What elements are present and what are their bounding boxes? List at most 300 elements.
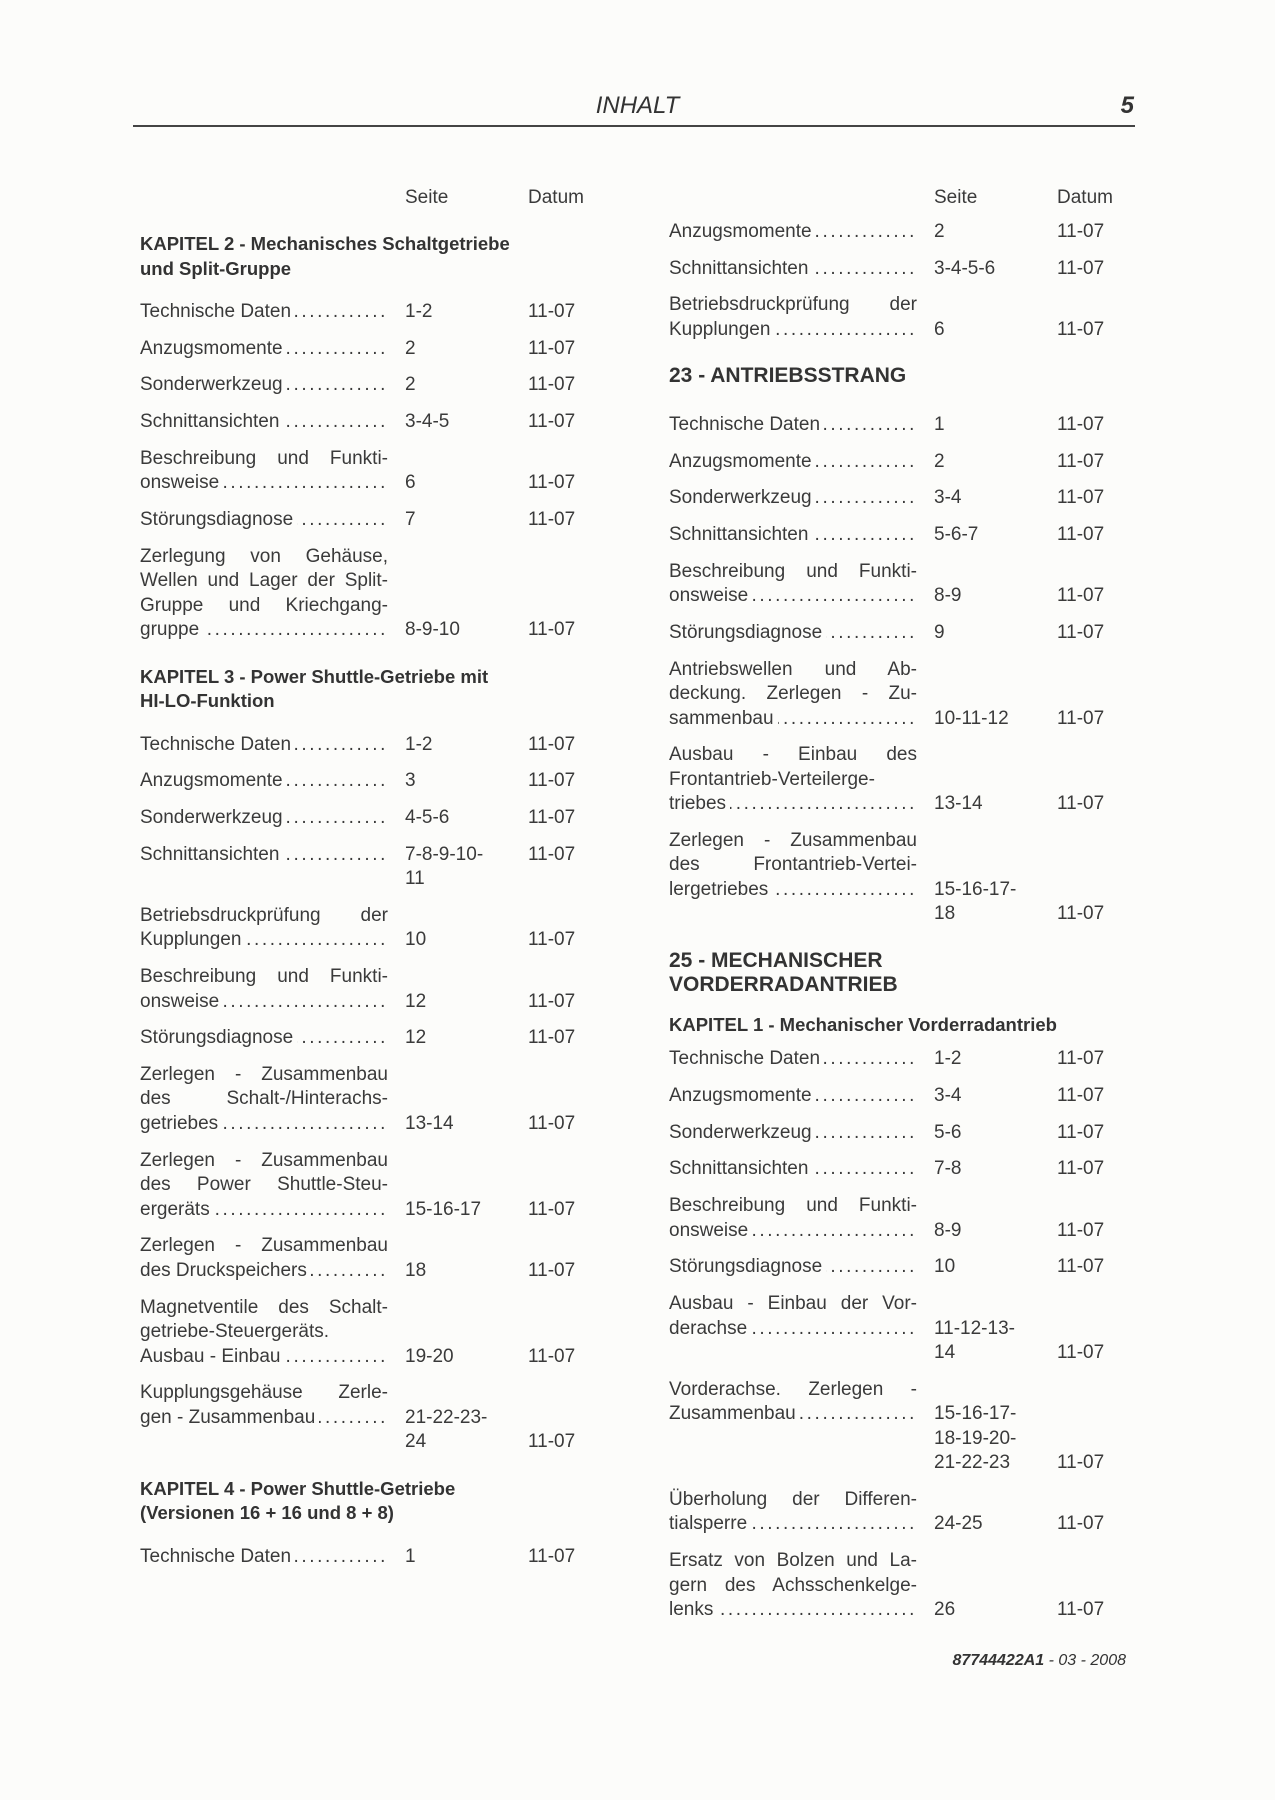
entry-date xyxy=(528,410,620,435)
entry-title-text: Ausbau - Einbau des xyxy=(669,744,917,766)
entry-page-numbers xyxy=(934,658,1040,732)
page-number-line: 3-4-5-6 xyxy=(934,257,996,279)
dot-leader xyxy=(800,1402,917,1427)
entry-title-line xyxy=(669,1317,917,1342)
entry-date-text: 11-07 xyxy=(528,1027,576,1049)
entry-page-numbers xyxy=(934,220,1040,245)
chapter-heading xyxy=(140,665,620,714)
entry-date-text: 11-07 xyxy=(1057,1256,1105,1278)
page-number-line: 2 xyxy=(405,374,416,396)
entry-page-numbers xyxy=(405,337,511,362)
entry-title-line xyxy=(140,471,388,496)
toc-entry[interactable] xyxy=(140,1234,620,1283)
entry-date xyxy=(1057,523,1149,548)
entry-title xyxy=(140,545,388,643)
entry-title-line xyxy=(140,928,388,953)
page-number-line: 11-12-13- xyxy=(934,1317,1015,1339)
toc-entry[interactable] xyxy=(669,1378,1149,1476)
entry-date-text: 11-07 xyxy=(1057,257,1105,279)
entry-date xyxy=(1057,1549,1149,1623)
entry-page-numbers xyxy=(405,410,511,435)
entry-title-line xyxy=(140,1198,388,1223)
entry-date-text: 11-07 xyxy=(528,1431,576,1453)
page-number-line: 24-25 xyxy=(934,1513,983,1535)
toc-entry[interactable] xyxy=(140,843,620,892)
dot-leader xyxy=(816,220,917,245)
entry-page-numbers xyxy=(934,1194,1040,1243)
entry-title-text: Sonderwerkzeug xyxy=(669,487,812,509)
toc-entry[interactable] xyxy=(140,410,620,435)
entry-title-line xyxy=(669,318,917,343)
dot-leader xyxy=(826,621,917,646)
entry-date xyxy=(528,1296,620,1370)
page-number-line: 15-16-17- xyxy=(934,878,1017,900)
heading-line: HI-LO-Funktion xyxy=(140,690,275,712)
entry-title-line xyxy=(669,1194,917,1219)
toc-entry[interactable] xyxy=(140,373,620,398)
entry-title-text: Technische Daten xyxy=(140,733,292,755)
entry-page-numbers xyxy=(405,1296,511,1370)
entry-title-text: Kupplungen xyxy=(669,318,771,340)
page-number-line: 21-22-23 xyxy=(934,1452,1011,1474)
toc-entry[interactable] xyxy=(669,658,1149,732)
entry-page-numbers xyxy=(405,373,511,398)
toc-entry[interactable] xyxy=(140,904,620,953)
entry-title-text: onsweise xyxy=(669,1219,749,1241)
entry-title xyxy=(669,1121,917,1146)
entry-title-line xyxy=(669,486,917,511)
entry-title-text: gern des Achsschenkelge- xyxy=(669,1574,917,1596)
page-number-line: 15-16-17 xyxy=(405,1198,482,1220)
entry-title-text: Frontantrieb-Verteilerge- xyxy=(669,768,875,790)
entry-page-numbers xyxy=(934,257,1040,282)
dot-leader xyxy=(824,413,917,438)
entry-page-numbers xyxy=(934,523,1040,548)
entry-title-line xyxy=(140,594,388,619)
entry-title-text: onsweise xyxy=(669,585,749,607)
entry-title-text: des Druckspeichers xyxy=(140,1259,307,1281)
entry-title-line xyxy=(140,806,388,831)
entry-title-line xyxy=(140,843,388,868)
entry-page-numbers xyxy=(934,1047,1040,1072)
entry-title-text: Zerlegen - Zusammenbau xyxy=(140,1149,388,1171)
entry-page-numbers xyxy=(405,1063,511,1137)
entry-title-line xyxy=(669,1121,917,1146)
entry-title-text: Beschreibung und Funkti- xyxy=(669,1195,917,1217)
toc-entry[interactable] xyxy=(669,829,1149,927)
toc-entry[interactable] xyxy=(669,621,1149,646)
entry-date xyxy=(1057,829,1149,927)
entry-date-text: 11-07 xyxy=(1057,1219,1105,1241)
entry-title-line xyxy=(140,508,388,533)
toc-entry[interactable] xyxy=(140,508,620,533)
page-number-line: 3-4-5 xyxy=(405,411,450,433)
entry-title-text: derachse xyxy=(669,1317,748,1339)
entry-title xyxy=(140,1149,388,1223)
entry-title-line xyxy=(669,621,917,646)
entry-title-line xyxy=(669,1598,917,1623)
page-number-line: 8-9 xyxy=(934,585,962,607)
toc-entry[interactable] xyxy=(669,220,1149,245)
entry-date xyxy=(1057,1084,1149,1109)
entry-title xyxy=(140,904,388,953)
entry-date-text: 11-07 xyxy=(1057,1342,1105,1363)
entry-page-numbers xyxy=(934,1255,1040,1280)
entry-title-text: Überholung der Differen- xyxy=(669,1488,917,1510)
entry-title-text: gen - Zusammenbau xyxy=(140,1406,316,1428)
entry-page-numbers xyxy=(934,1292,1040,1366)
toc-entry[interactable] xyxy=(140,545,620,643)
dot-leader xyxy=(826,1255,917,1280)
entry-title xyxy=(669,829,917,927)
page-number-line: 2 xyxy=(934,450,945,472)
entry-date-text: 11-07 xyxy=(1057,1452,1105,1474)
entry-title-line xyxy=(140,1087,388,1112)
entry-date xyxy=(528,733,620,758)
entry-title-text: Zerlegen - Zusammenbau xyxy=(669,829,917,851)
entry-date xyxy=(1057,413,1149,438)
page-number-line: 5-6 xyxy=(934,1121,962,1143)
entry-date xyxy=(1057,450,1149,475)
dot-leader xyxy=(297,508,388,533)
entry-title-text: onsweise xyxy=(140,990,220,1012)
page-number-line: 1 xyxy=(405,1545,416,1567)
entry-date-text: 11-07 xyxy=(528,301,576,322)
dot-leader xyxy=(824,1047,917,1072)
entry-date xyxy=(1057,1121,1149,1146)
entry-date xyxy=(1057,658,1149,732)
entry-title-line xyxy=(140,1381,388,1406)
entry-date xyxy=(1057,220,1149,245)
page-number-line: 6 xyxy=(934,318,945,340)
entry-title-text: Zerlegen - Zusammenbau xyxy=(140,1235,388,1257)
entry-date xyxy=(1057,743,1149,817)
entry-title-text: des Power Shuttle-Steu- xyxy=(140,1174,388,1196)
entry-title xyxy=(140,1381,388,1455)
toc-entry[interactable] xyxy=(669,1157,1149,1182)
toc-entry[interactable] xyxy=(669,1488,1149,1537)
entry-page-numbers xyxy=(405,1026,511,1051)
entry-title xyxy=(140,373,388,398)
page-header-title: INHALT xyxy=(595,92,680,119)
dot-leader xyxy=(285,1345,389,1370)
heading-line: KAPITEL 1 - Mechanischer Vorderradantrieb xyxy=(669,1013,1057,1035)
toc-entry[interactable] xyxy=(140,1296,620,1370)
toc-entry[interactable] xyxy=(140,1545,620,1570)
entry-title-text: Betriebsdruckprüfung der xyxy=(140,904,388,926)
entry-date xyxy=(528,545,620,643)
entry-page-numbers xyxy=(405,1234,511,1283)
entry-title-line xyxy=(669,1084,917,1109)
chapter-heading xyxy=(140,232,620,281)
entry-title xyxy=(140,965,388,1014)
seite-column-header: Seite xyxy=(934,187,978,208)
dot-leader xyxy=(816,486,917,511)
entry-title-line xyxy=(669,293,917,318)
entry-title-text: Anzugsmomente xyxy=(669,1085,812,1107)
entry-date xyxy=(1057,1378,1149,1476)
entry-title-text: Technische Daten xyxy=(669,1048,821,1070)
entry-title xyxy=(669,220,917,245)
entry-title xyxy=(669,743,917,817)
toc-entry[interactable] xyxy=(669,1084,1149,1109)
dot-leader xyxy=(816,1121,917,1146)
dot-leader xyxy=(311,1259,388,1284)
entry-date xyxy=(528,1234,620,1283)
entry-page-numbers xyxy=(405,904,511,953)
dot-leader xyxy=(287,337,388,362)
entry-title xyxy=(669,1488,917,1537)
entry-date-text: 11-07 xyxy=(1057,1599,1105,1621)
entry-date-text: 11-07 xyxy=(1057,1121,1105,1143)
dot-leader xyxy=(287,769,388,794)
toc-entry[interactable] xyxy=(140,300,620,325)
column-headers xyxy=(140,186,620,210)
entry-title-text: Schnittansichten xyxy=(140,843,280,865)
page-number-line: 6 xyxy=(405,472,416,494)
entry-page-numbers xyxy=(934,293,1040,342)
entry-title-line xyxy=(669,768,917,793)
entry-date xyxy=(528,337,620,362)
toc-entry[interactable] xyxy=(140,447,620,496)
toc-entry[interactable] xyxy=(669,1549,1149,1623)
entry-title-line xyxy=(669,682,917,707)
datum-column-header: Datum xyxy=(528,187,584,208)
entry-title xyxy=(140,410,388,435)
page-number-line: 3 xyxy=(405,770,416,792)
entry-title-line xyxy=(140,769,388,794)
entry-title xyxy=(669,450,917,475)
page-number-line: 1-2 xyxy=(934,1048,962,1070)
entry-date-text: 11-07 xyxy=(1057,707,1105,729)
entry-date xyxy=(1057,1292,1149,1366)
entry-page-numbers xyxy=(934,1084,1040,1109)
entry-page-numbers xyxy=(405,843,511,892)
page-number-line: 13-14 xyxy=(934,793,983,815)
entry-date xyxy=(528,904,620,953)
entry-page-numbers xyxy=(934,560,1040,609)
entry-page-numbers xyxy=(405,965,511,1014)
entry-title-text: Beschreibung und Funkti- xyxy=(140,447,388,469)
dot-leader xyxy=(222,1112,388,1137)
entry-title-text: lergetriebes xyxy=(669,878,769,900)
toc-entry[interactable] xyxy=(140,1149,620,1223)
entry-page-numbers xyxy=(934,829,1040,927)
entry-title xyxy=(669,1549,917,1623)
toc-entry[interactable] xyxy=(669,1047,1149,1072)
entry-title-text: Schnittansichten xyxy=(669,1158,809,1180)
page-number-line: 21-22-23- xyxy=(405,1406,488,1428)
entry-title-text: lenks xyxy=(669,1599,714,1621)
heading-line: 23 - ANTRIEBSSTRANG xyxy=(669,364,907,388)
entry-title-text: Beschreibung und Funkti- xyxy=(140,966,388,988)
entry-date-text: 11-07 xyxy=(1057,221,1105,242)
entry-page-numbers xyxy=(405,1149,511,1223)
page-number-line: 15-16-17- xyxy=(934,1403,1017,1425)
entry-title-text: Störungsdiagnose xyxy=(669,621,823,643)
entry-title-line xyxy=(140,1112,388,1137)
toc-entry[interactable] xyxy=(669,293,1149,342)
entry-title-text: triebes xyxy=(669,793,727,815)
entry-title-line xyxy=(140,733,388,758)
entry-date-text: 11-07 xyxy=(528,1345,576,1367)
entry-title xyxy=(669,658,917,732)
page-number-line: 7-8 xyxy=(934,1158,962,1180)
entry-date-text: 11-07 xyxy=(528,843,576,865)
dot-leader xyxy=(297,1026,388,1051)
entry-date-text: 11-07 xyxy=(1057,523,1105,545)
entry-date xyxy=(1057,1488,1149,1537)
entry-date xyxy=(528,1063,620,1137)
entry-date-text: 11-07 xyxy=(528,411,576,433)
dot-leader xyxy=(287,806,388,831)
toc-entry[interactable] xyxy=(669,486,1149,511)
section-heading xyxy=(669,364,1149,389)
dot-leader xyxy=(778,707,917,732)
toc-entry[interactable] xyxy=(669,1255,1149,1280)
entry-title-line xyxy=(669,257,917,282)
page-number-line: 19-20 xyxy=(405,1345,454,1367)
toc-entry[interactable] xyxy=(140,1063,620,1137)
subchapter-heading xyxy=(669,1013,1149,1038)
entry-date xyxy=(1057,560,1149,609)
toc-entry[interactable] xyxy=(140,1026,620,1051)
toc-entry[interactable] xyxy=(140,733,620,758)
entry-title xyxy=(669,1084,917,1109)
entry-title-text: Beschreibung und Funkti- xyxy=(669,560,917,582)
entry-page-numbers xyxy=(934,1378,1040,1476)
entry-page-numbers xyxy=(934,743,1040,817)
entry-date xyxy=(528,965,620,1014)
entry-title xyxy=(140,1296,388,1370)
toc-entry[interactable] xyxy=(669,743,1149,817)
entry-title xyxy=(140,1026,388,1051)
entry-title-line xyxy=(669,220,917,245)
entry-date-text: 11-07 xyxy=(1057,413,1105,435)
entry-title xyxy=(669,1378,917,1476)
entry-title-text: Zerlegung von Gehäuse, xyxy=(140,545,388,567)
entry-title-text: Schnittansichten xyxy=(669,523,809,545)
entry-title xyxy=(669,1292,917,1366)
entry-title-text: Ersatz von Bolzen und La- xyxy=(669,1550,917,1572)
entry-title-line xyxy=(669,829,917,854)
entry-title-text: Wellen und Lager der Split- xyxy=(140,570,388,592)
entry-date xyxy=(528,447,620,496)
entry-date-text: 11-07 xyxy=(528,619,576,641)
entry-title-text: Sonderwerkzeug xyxy=(669,1121,812,1143)
entry-title-line xyxy=(669,413,917,438)
entry-page-numbers xyxy=(405,508,511,533)
entry-title-text: ergeräts xyxy=(140,1198,210,1220)
entry-date xyxy=(1057,1255,1149,1280)
entry-title-line xyxy=(140,904,388,929)
entry-title xyxy=(669,257,917,282)
entry-title-line xyxy=(669,658,917,683)
entry-date xyxy=(528,373,620,398)
entry-date xyxy=(528,769,620,794)
entry-page-numbers xyxy=(405,545,511,643)
entry-title-text: gruppe xyxy=(140,619,200,641)
entry-date-text: 11-07 xyxy=(528,929,576,951)
entry-title-text: des Frontantrieb-Vertei- xyxy=(669,854,917,876)
toc-entry[interactable] xyxy=(669,1121,1149,1146)
toc-entry[interactable] xyxy=(140,769,620,794)
toc-entry[interactable] xyxy=(669,523,1149,548)
entry-title-line xyxy=(669,1574,917,1599)
entry-date-text: 11-07 xyxy=(1057,621,1105,643)
entry-title-line xyxy=(140,1259,388,1284)
page-number-line: 10 xyxy=(934,1256,956,1278)
page-number-line: 18 xyxy=(405,1259,427,1281)
entry-title xyxy=(669,1157,917,1182)
entry-title xyxy=(140,806,388,831)
entry-date-text: 11-07 xyxy=(528,1545,576,1567)
entry-date-text: 11-07 xyxy=(528,1112,576,1134)
entry-title-line xyxy=(669,1047,917,1072)
entry-title-line xyxy=(140,545,388,570)
toc-entry[interactable] xyxy=(669,1194,1149,1243)
column-headers xyxy=(669,186,1149,210)
toc-entry[interactable] xyxy=(669,1292,1149,1366)
toc-entry[interactable] xyxy=(140,1381,620,1455)
entry-date xyxy=(1057,293,1149,342)
entry-date-text: 11-07 xyxy=(1057,487,1105,509)
entry-title-line xyxy=(140,1545,388,1570)
entry-title xyxy=(140,1063,388,1137)
toc-entry[interactable] xyxy=(140,337,620,362)
entry-title xyxy=(140,508,388,533)
entry-date-text: 11-07 xyxy=(528,733,576,755)
page-number-line: 18-19-20- xyxy=(934,1427,1017,1449)
seite-column-header: Seite xyxy=(405,187,449,208)
entry-title xyxy=(669,523,917,548)
entry-date-text: 11-07 xyxy=(528,374,576,396)
entry-title-line xyxy=(669,1378,917,1403)
entry-title-text: Störungsdiagnose xyxy=(669,1256,823,1278)
dot-leader xyxy=(283,410,388,435)
entry-title xyxy=(669,621,917,646)
entry-date-text: 11-07 xyxy=(528,337,576,359)
entry-title-line xyxy=(669,1219,917,1244)
toc-entry[interactable] xyxy=(669,560,1149,609)
toc-entry[interactable] xyxy=(669,413,1149,438)
page-number-line: 4-5-6 xyxy=(405,807,450,828)
toc-entry[interactable] xyxy=(140,806,620,831)
entry-date xyxy=(528,843,620,892)
entry-title-text: Anzugsmomente xyxy=(140,337,283,359)
entry-title-text: Antriebswellen und Ab- xyxy=(669,658,917,680)
entry-title-line xyxy=(669,1512,917,1537)
page-number-line: 24 xyxy=(405,1431,427,1453)
entry-title-line xyxy=(669,1402,917,1427)
entry-title-line xyxy=(140,1063,388,1088)
document-footer xyxy=(0,1652,1126,1670)
page-number-line: 13-14 xyxy=(405,1112,454,1134)
entry-title-line xyxy=(669,1255,917,1280)
entry-title xyxy=(140,1545,388,1570)
dot-leader xyxy=(717,1598,917,1623)
entry-title-text: Betriebsdruckprüfung der xyxy=(669,294,917,316)
dot-leader xyxy=(223,471,388,496)
entry-title xyxy=(669,1194,917,1243)
toc-entry[interactable] xyxy=(140,965,620,1014)
page-number-line: 2 xyxy=(405,337,416,359)
toc-entry[interactable] xyxy=(669,257,1149,282)
entry-date-text: 11-07 xyxy=(1057,1513,1105,1535)
entry-date xyxy=(528,1381,620,1455)
dot-leader xyxy=(812,257,917,282)
toc-entry[interactable] xyxy=(669,450,1149,475)
